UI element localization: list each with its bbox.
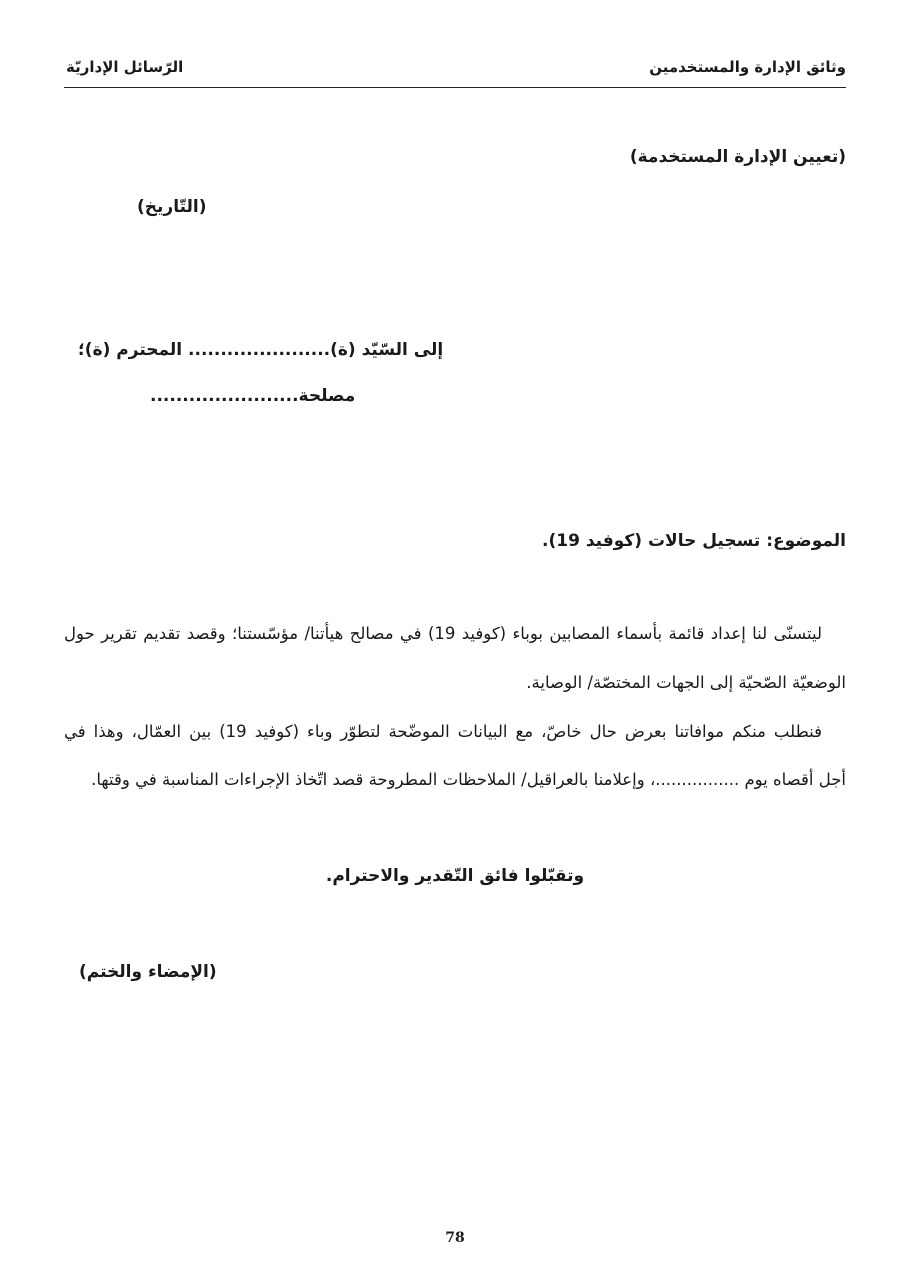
closing-formula: وتقبّلوا فائق التّقدير والاحترام.	[325, 866, 585, 886]
issuer-placeholder: (تعيين الإدارة المستخدمة)	[629, 147, 846, 167]
signature-placeholder: (الإمضاء والختم)	[79, 962, 217, 982]
service-line: مصلحة.......................	[150, 386, 356, 406]
running-header-chapter: الرّسائل الإداريّة	[66, 58, 184, 76]
subject-line: الموضوع: تسجيل حالات (كوفيد 19).	[542, 531, 846, 551]
running-header-section: وثائق الإدارة والمستخدمين	[649, 58, 846, 76]
body-line: أجل أقصاه يوم ................، وإعلامنا بالعراقيل/ الملاحظات المطروحة قصد اتّخاذ الإجراءات المناسبة في وقتها.	[91, 770, 846, 789]
date-placeholder: (التّاريخ)	[137, 197, 207, 217]
header-divider	[64, 87, 846, 88]
addressee-line: إلى السّيّد (ة)...................... المحترم (ة)؛	[78, 340, 444, 360]
body-line: الوضعيّة الصّحيّة إلى الجهات المختصّة/ الوصاية.	[526, 673, 846, 692]
page-number: 78	[445, 1230, 465, 1246]
body-line: ليتسنّى لنا إعداد قائمة بأسماء المصابين بوباء (كوفيد 19) في مصالح هيأتنا/ مؤسّستنا؛ وقصد تقديم تقرير حول	[64, 624, 822, 643]
body-line: فنطلب منكم موافاتنا بعرض حال خاصّ، مع البيانات الموضّحة لتطوّر وباء (كوفيد 19) بين العمّال، وهذا في	[64, 722, 822, 741]
